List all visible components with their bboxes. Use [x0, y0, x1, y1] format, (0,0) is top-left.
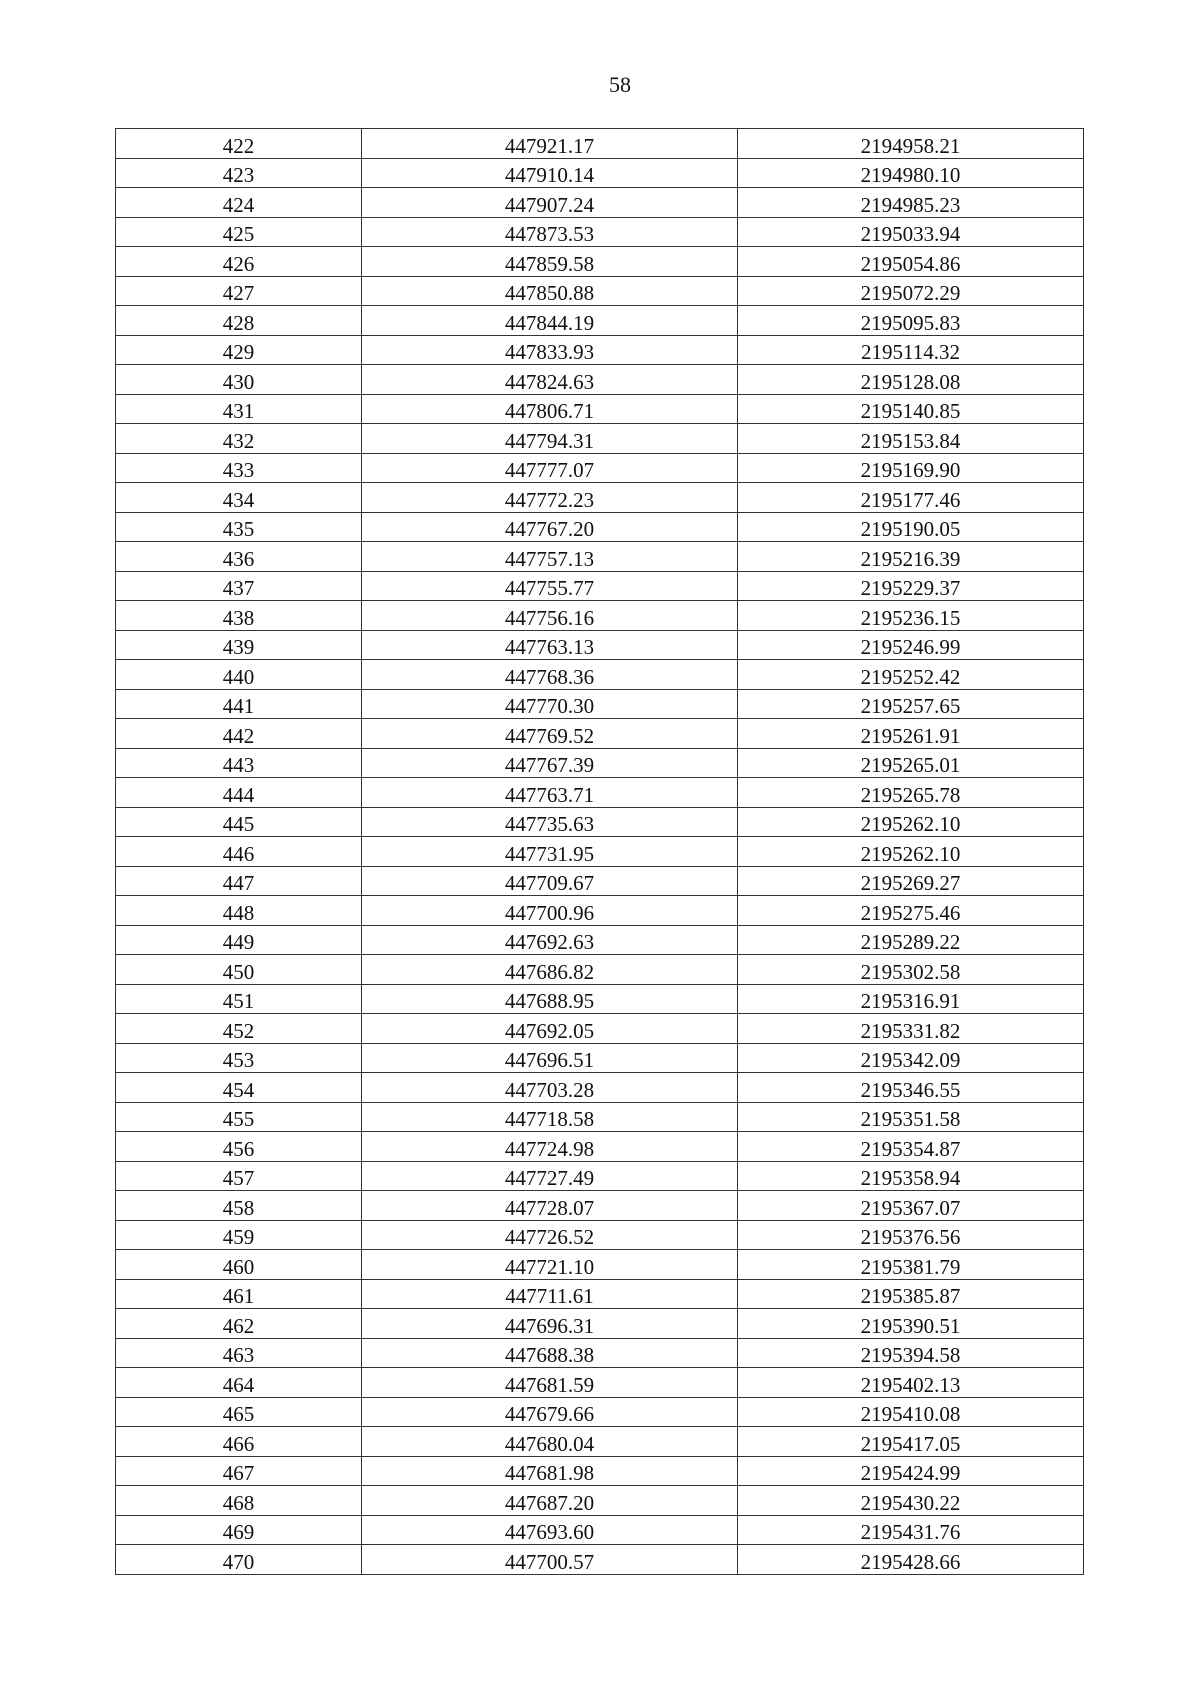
point-number-cell: 468 [116, 1486, 362, 1516]
x-coordinate-cell: 447921.17 [362, 129, 738, 159]
table-row [116, 896, 1084, 926]
y-coordinate-cell: 2195265.01 [738, 748, 1084, 778]
point-number-cell: 435 [116, 512, 362, 542]
table-row [116, 1043, 1084, 1073]
y-coordinate-cell: 2194980.10 [738, 158, 1084, 188]
table-row [116, 1014, 1084, 1044]
y-coordinate-cell: 2195351.58 [738, 1102, 1084, 1132]
x-coordinate-cell: 447873.53 [362, 217, 738, 247]
y-coordinate-cell: 2195265.78 [738, 778, 1084, 808]
x-coordinate-cell: 447724.98 [362, 1132, 738, 1162]
y-coordinate-cell: 2195342.09 [738, 1043, 1084, 1073]
table-row [116, 394, 1084, 424]
x-coordinate-cell: 447806.71 [362, 394, 738, 424]
point-number-cell: 461 [116, 1279, 362, 1309]
point-number-cell: 457 [116, 1161, 362, 1191]
point-number-cell: 453 [116, 1043, 362, 1073]
x-coordinate-cell: 447696.51 [362, 1043, 738, 1073]
y-coordinate-cell: 2195376.56 [738, 1220, 1084, 1250]
x-coordinate-cell: 447777.07 [362, 453, 738, 483]
table-row [116, 188, 1084, 218]
y-coordinate-cell: 2195302.58 [738, 955, 1084, 985]
point-number-cell: 429 [116, 335, 362, 365]
point-number-cell: 425 [116, 217, 362, 247]
point-number-cell: 464 [116, 1368, 362, 1398]
table-row [116, 129, 1084, 159]
point-number-cell: 426 [116, 247, 362, 277]
point-number-cell: 463 [116, 1338, 362, 1368]
table-row [116, 955, 1084, 985]
x-coordinate-cell: 447794.31 [362, 424, 738, 454]
table-row [116, 1456, 1084, 1486]
y-coordinate-cell: 2195316.91 [738, 984, 1084, 1014]
table-row [116, 276, 1084, 306]
point-number-cell: 438 [116, 601, 362, 631]
y-coordinate-cell: 2195358.94 [738, 1161, 1084, 1191]
x-coordinate-cell: 447728.07 [362, 1191, 738, 1221]
x-coordinate-cell: 447833.93 [362, 335, 738, 365]
table-row [116, 748, 1084, 778]
point-number-cell: 442 [116, 719, 362, 749]
y-coordinate-cell: 2195269.27 [738, 866, 1084, 896]
point-number-cell: 462 [116, 1309, 362, 1339]
table-row [116, 719, 1084, 749]
point-number-cell: 440 [116, 660, 362, 690]
y-coordinate-cell: 2195072.29 [738, 276, 1084, 306]
y-coordinate-cell: 2195169.90 [738, 453, 1084, 483]
table-row [116, 335, 1084, 365]
point-number-cell: 439 [116, 630, 362, 660]
x-coordinate-cell: 447718.58 [362, 1102, 738, 1132]
x-coordinate-cell: 447735.63 [362, 807, 738, 837]
y-coordinate-cell: 2195190.05 [738, 512, 1084, 542]
table-row [116, 424, 1084, 454]
y-coordinate-cell: 2195275.46 [738, 896, 1084, 926]
point-number-cell: 447 [116, 866, 362, 896]
y-coordinate-cell: 2195394.58 [738, 1338, 1084, 1368]
x-coordinate-cell: 447721.10 [362, 1250, 738, 1280]
point-number-cell: 448 [116, 896, 362, 926]
point-number-cell: 465 [116, 1397, 362, 1427]
table-row [116, 158, 1084, 188]
point-number-cell: 432 [116, 424, 362, 454]
point-number-cell: 456 [116, 1132, 362, 1162]
y-coordinate-cell: 2195381.79 [738, 1250, 1084, 1280]
table-row [116, 217, 1084, 247]
x-coordinate-cell: 447757.13 [362, 542, 738, 572]
table-row [116, 1486, 1084, 1516]
point-number-cell: 436 [116, 542, 362, 572]
point-number-cell: 434 [116, 483, 362, 513]
table-row [116, 689, 1084, 719]
y-coordinate-cell: 2195114.32 [738, 335, 1084, 365]
x-coordinate-cell: 447770.30 [362, 689, 738, 719]
y-coordinate-cell: 2195140.85 [738, 394, 1084, 424]
x-coordinate-cell: 447763.13 [362, 630, 738, 660]
y-coordinate-cell: 2195390.51 [738, 1309, 1084, 1339]
point-number-cell: 431 [116, 394, 362, 424]
y-coordinate-cell: 2195354.87 [738, 1132, 1084, 1162]
point-number-cell: 433 [116, 453, 362, 483]
point-number-cell: 427 [116, 276, 362, 306]
point-number-cell: 451 [116, 984, 362, 1014]
table-row [116, 1073, 1084, 1103]
x-coordinate-cell: 447700.96 [362, 896, 738, 926]
x-coordinate-cell: 447693.60 [362, 1515, 738, 1545]
x-coordinate-cell: 447686.82 [362, 955, 738, 985]
table-row [116, 778, 1084, 808]
table-row [116, 571, 1084, 601]
table-row [116, 1397, 1084, 1427]
table-row [116, 866, 1084, 896]
table-row [116, 1250, 1084, 1280]
x-coordinate-cell: 447756.16 [362, 601, 738, 631]
y-coordinate-cell: 2194985.23 [738, 188, 1084, 218]
x-coordinate-cell: 447767.20 [362, 512, 738, 542]
x-coordinate-cell: 447731.95 [362, 837, 738, 867]
point-number-cell: 455 [116, 1102, 362, 1132]
coordinate-table-body [116, 129, 1084, 1575]
x-coordinate-cell: 447711.61 [362, 1279, 738, 1309]
x-coordinate-cell: 447910.14 [362, 158, 738, 188]
table-row [116, 1368, 1084, 1398]
table-row [116, 807, 1084, 837]
point-number-cell: 466 [116, 1427, 362, 1457]
x-coordinate-cell: 447680.04 [362, 1427, 738, 1457]
y-coordinate-cell: 2195289.22 [738, 925, 1084, 955]
point-number-cell: 423 [116, 158, 362, 188]
table-row [116, 306, 1084, 336]
x-coordinate-cell: 447700.57 [362, 1545, 738, 1575]
x-coordinate-cell: 447688.95 [362, 984, 738, 1014]
table-row [116, 1309, 1084, 1339]
y-coordinate-cell: 2195261.91 [738, 719, 1084, 749]
x-coordinate-cell: 447768.36 [362, 660, 738, 690]
point-number-cell: 467 [116, 1456, 362, 1486]
table-row [116, 984, 1084, 1014]
x-coordinate-cell: 447688.38 [362, 1338, 738, 1368]
table-row [116, 601, 1084, 631]
x-coordinate-cell: 447681.98 [362, 1456, 738, 1486]
y-coordinate-cell: 2195257.65 [738, 689, 1084, 719]
point-number-cell: 460 [116, 1250, 362, 1280]
y-coordinate-cell: 2195177.46 [738, 483, 1084, 513]
y-coordinate-cell: 2195367.07 [738, 1191, 1084, 1221]
x-coordinate-cell: 447679.66 [362, 1397, 738, 1427]
y-coordinate-cell: 2195095.83 [738, 306, 1084, 336]
table-row [116, 365, 1084, 395]
y-coordinate-cell: 2195331.82 [738, 1014, 1084, 1044]
y-coordinate-cell: 2195402.13 [738, 1368, 1084, 1398]
table-row [116, 1132, 1084, 1162]
point-number-cell: 437 [116, 571, 362, 601]
table-row [116, 660, 1084, 690]
y-coordinate-cell: 2195153.84 [738, 424, 1084, 454]
y-coordinate-cell: 2195346.55 [738, 1073, 1084, 1103]
x-coordinate-cell: 447703.28 [362, 1073, 738, 1103]
x-coordinate-cell: 447755.77 [362, 571, 738, 601]
point-number-cell: 450 [116, 955, 362, 985]
y-coordinate-cell: 2195128.08 [738, 365, 1084, 395]
x-coordinate-cell: 447859.58 [362, 247, 738, 277]
x-coordinate-cell: 447769.52 [362, 719, 738, 749]
x-coordinate-cell: 447726.52 [362, 1220, 738, 1250]
x-coordinate-cell: 447763.71 [362, 778, 738, 808]
y-coordinate-cell: 2195262.10 [738, 837, 1084, 867]
y-coordinate-cell: 2195385.87 [738, 1279, 1084, 1309]
x-coordinate-cell: 447696.31 [362, 1309, 738, 1339]
y-coordinate-cell: 2195428.66 [738, 1545, 1084, 1575]
point-number-cell: 454 [116, 1073, 362, 1103]
x-coordinate-cell: 447767.39 [362, 748, 738, 778]
y-coordinate-cell: 2194958.21 [738, 129, 1084, 159]
y-coordinate-cell: 2195431.76 [738, 1515, 1084, 1545]
x-coordinate-cell: 447687.20 [362, 1486, 738, 1516]
table-row [116, 1545, 1084, 1575]
point-number-cell: 446 [116, 837, 362, 867]
table-row [116, 1427, 1084, 1457]
y-coordinate-cell: 2195417.05 [738, 1427, 1084, 1457]
y-coordinate-cell: 2195236.15 [738, 601, 1084, 631]
y-coordinate-cell: 2195033.94 [738, 217, 1084, 247]
table-row [116, 483, 1084, 513]
point-number-cell: 469 [116, 1515, 362, 1545]
point-number-cell: 428 [116, 306, 362, 336]
x-coordinate-cell: 447772.23 [362, 483, 738, 513]
table-row [116, 1338, 1084, 1368]
x-coordinate-cell: 447844.19 [362, 306, 738, 336]
table-row [116, 925, 1084, 955]
point-number-cell: 424 [116, 188, 362, 218]
y-coordinate-cell: 2195424.99 [738, 1456, 1084, 1486]
y-coordinate-cell: 2195246.99 [738, 630, 1084, 660]
table-row [116, 453, 1084, 483]
table-row [116, 1191, 1084, 1221]
x-coordinate-cell: 447681.59 [362, 1368, 738, 1398]
y-coordinate-cell: 2195252.42 [738, 660, 1084, 690]
table-row [116, 542, 1084, 572]
y-coordinate-cell: 2195216.39 [738, 542, 1084, 572]
point-number-cell: 459 [116, 1220, 362, 1250]
page-number: 58 [609, 72, 631, 97]
table-row [116, 247, 1084, 277]
table-row [116, 1515, 1084, 1545]
x-coordinate-cell: 447692.05 [362, 1014, 738, 1044]
y-coordinate-cell: 2195430.22 [738, 1486, 1084, 1516]
coordinate-table [115, 128, 1084, 1575]
table-row [116, 1102, 1084, 1132]
y-coordinate-cell: 2195262.10 [738, 807, 1084, 837]
y-coordinate-cell: 2195410.08 [738, 1397, 1084, 1427]
table-row [116, 1279, 1084, 1309]
point-number-cell: 444 [116, 778, 362, 808]
table-row [116, 512, 1084, 542]
point-number-cell: 445 [116, 807, 362, 837]
point-number-cell: 470 [116, 1545, 362, 1575]
x-coordinate-cell: 447727.49 [362, 1161, 738, 1191]
table-row [116, 837, 1084, 867]
x-coordinate-cell: 447709.67 [362, 866, 738, 896]
table-row [116, 630, 1084, 660]
point-number-cell: 443 [116, 748, 362, 778]
point-number-cell: 441 [116, 689, 362, 719]
y-coordinate-cell: 2195229.37 [738, 571, 1084, 601]
x-coordinate-cell: 447692.63 [362, 925, 738, 955]
table-row [116, 1161, 1084, 1191]
point-number-cell: 452 [116, 1014, 362, 1044]
point-number-cell: 458 [116, 1191, 362, 1221]
x-coordinate-cell: 447850.88 [362, 276, 738, 306]
table-row [116, 1220, 1084, 1250]
y-coordinate-cell: 2195054.86 [738, 247, 1084, 277]
point-number-cell: 430 [116, 365, 362, 395]
point-number-cell: 449 [116, 925, 362, 955]
point-number-cell: 422 [116, 129, 362, 159]
x-coordinate-cell: 447907.24 [362, 188, 738, 218]
x-coordinate-cell: 447824.63 [362, 365, 738, 395]
